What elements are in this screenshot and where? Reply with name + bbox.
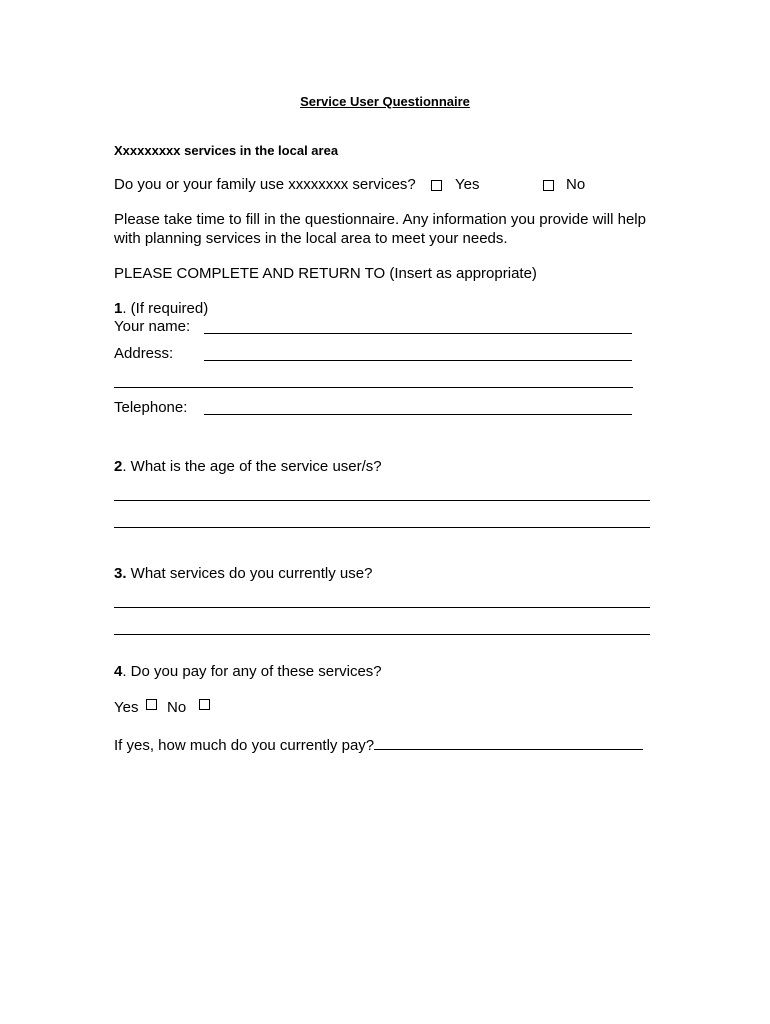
q4-no-checkbox[interactable] xyxy=(199,699,210,710)
cost-field[interactable] xyxy=(374,735,643,750)
document-title: Service User Questionnaire xyxy=(300,94,470,109)
address-label: Address: xyxy=(114,345,174,362)
q2-answer-line-2[interactable] xyxy=(114,527,650,528)
q3-text: What services do you currently use? xyxy=(126,565,373,582)
q2-number: 2 xyxy=(114,458,123,475)
q1-number: 1 xyxy=(114,300,123,317)
q3-answer-line-1[interactable] xyxy=(114,607,650,608)
usage-question: Do you or your family use xxxxxxxx services? xyxy=(114,176,416,193)
q4-heading xyxy=(114,663,382,681)
q4-no-label: No xyxy=(167,699,187,716)
q4-number: 4 xyxy=(114,663,123,680)
usage-no-checkbox[interactable] xyxy=(543,180,554,191)
telephone-label: Telephone: xyxy=(114,399,188,416)
q2-answer-line-1[interactable] xyxy=(114,500,650,501)
name-field[interactable] xyxy=(204,333,632,334)
usage-yes-checkbox[interactable] xyxy=(431,180,442,191)
intro-line-2: with planning services in the local area to meet your needs. xyxy=(114,230,508,247)
address-field-line-1[interactable] xyxy=(204,360,632,361)
q3-answer-line-2[interactable] xyxy=(114,634,650,635)
q2-heading xyxy=(114,458,382,476)
q4-yes-checkbox[interactable] xyxy=(146,699,157,710)
usage-no-label: No xyxy=(566,176,586,193)
name-label: Your name: xyxy=(114,318,191,335)
q4-yes-label: Yes xyxy=(114,699,139,716)
telephone-field[interactable] xyxy=(204,414,632,415)
section-subtitle: Xxxxxxxxx services in the local area xyxy=(114,143,339,158)
q4-text: . Do you pay for any of these services? xyxy=(122,663,382,680)
q2-text: . What is the age of the service user/s? xyxy=(122,458,382,475)
usage-yes-label: Yes xyxy=(455,176,480,193)
q1-heading xyxy=(114,300,208,318)
cost-question-text: If yes, how much do you currently pay? xyxy=(114,737,375,754)
q3-number: 3. xyxy=(114,565,127,582)
q1-suffix: . (If required) xyxy=(122,300,209,317)
intro-line-1: Please take time to fill in the questionnaire. Any information you provide will help xyxy=(114,211,646,228)
q3-heading xyxy=(114,565,372,583)
cost-question xyxy=(114,735,643,755)
address-field-line-2[interactable] xyxy=(114,387,633,388)
return-instruction: PLEASE COMPLETE AND RETURN TO (Insert as appropriate) xyxy=(114,265,537,282)
